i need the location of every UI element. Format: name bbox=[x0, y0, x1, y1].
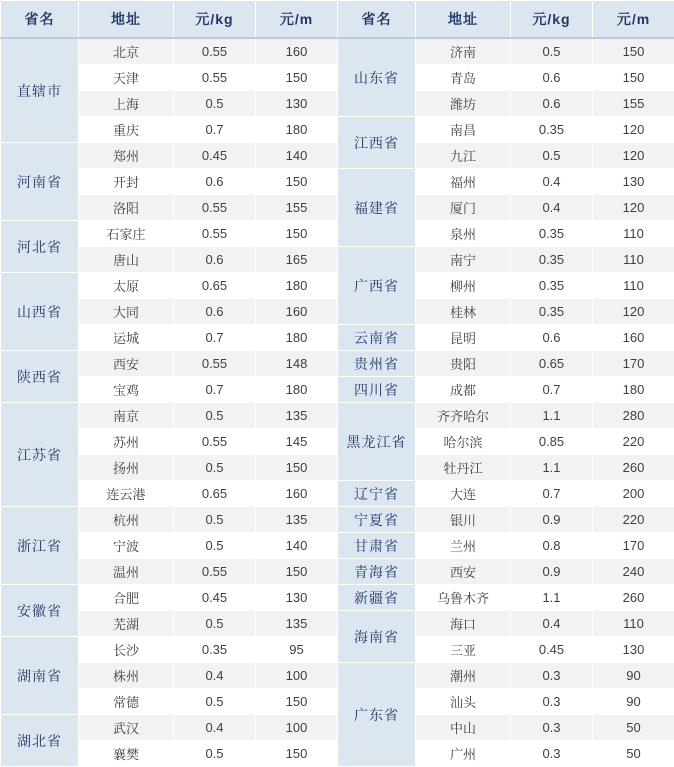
price-m-cell: 220 bbox=[593, 507, 674, 533]
header-province: 省名 bbox=[1, 1, 79, 39]
address-cell: 南宁 bbox=[416, 247, 511, 273]
header-price-kg: 元/kg bbox=[511, 1, 593, 39]
address-cell: 西安 bbox=[79, 351, 174, 377]
price-kg-cell: 0.5 bbox=[511, 38, 593, 65]
table-row bbox=[338, 351, 674, 377]
address-cell: 昆明 bbox=[416, 325, 511, 351]
price-m-cell: 100 bbox=[256, 663, 338, 689]
table-row bbox=[1, 351, 338, 377]
price-kg-cell: 0.5 bbox=[174, 403, 256, 429]
province-cell: 直辖市 bbox=[1, 38, 79, 143]
province-cell: 浙江省 bbox=[1, 507, 79, 585]
left-pane bbox=[0, 0, 337, 737]
price-m-cell: 160 bbox=[256, 38, 338, 65]
address-cell: 哈尔滨 bbox=[416, 429, 511, 455]
address-cell: 连云港 bbox=[79, 481, 174, 507]
price-kg-cell: 0.7 bbox=[174, 117, 256, 143]
address-cell: 合肥 bbox=[79, 585, 174, 611]
price-m-cell: 155 bbox=[593, 91, 674, 117]
price-kg-cell: 0.3 bbox=[511, 663, 593, 689]
address-cell: 太原 bbox=[79, 273, 174, 299]
table-row bbox=[338, 559, 674, 585]
header-province: 省名 bbox=[338, 1, 416, 39]
header-price-kg: 元/kg bbox=[174, 1, 256, 39]
price-kg-cell: 0.35 bbox=[511, 299, 593, 325]
address-cell: 乌鲁木齐 bbox=[416, 585, 511, 611]
price-m-cell: 180 bbox=[256, 325, 338, 351]
price-m-cell: 150 bbox=[593, 38, 674, 65]
price-m-cell: 130 bbox=[593, 169, 674, 195]
address-cell: 重庆 bbox=[79, 117, 174, 143]
province-cell: 山西省 bbox=[1, 273, 79, 351]
table-row bbox=[1, 273, 338, 299]
price-m-cell: 110 bbox=[593, 611, 674, 637]
table-row bbox=[338, 533, 674, 559]
price-kg-cell: 0.55 bbox=[174, 351, 256, 377]
address-cell: 常德 bbox=[79, 689, 174, 715]
address-cell: 大连 bbox=[416, 481, 511, 507]
price-kg-cell: 0.35 bbox=[511, 221, 593, 247]
province-cell: 湖北省 bbox=[1, 715, 79, 767]
price-m-cell: 110 bbox=[593, 247, 674, 273]
price-kg-cell: 0.8 bbox=[511, 533, 593, 559]
price-kg-cell: 0.5 bbox=[174, 741, 256, 767]
province-cell: 陕西省 bbox=[1, 351, 79, 403]
price-kg-cell: 0.55 bbox=[174, 38, 256, 65]
table-header-row bbox=[338, 1, 674, 39]
province-cell: 宁夏省 bbox=[338, 507, 416, 533]
price-m-cell: 95 bbox=[256, 637, 338, 663]
address-cell: 中山 bbox=[416, 715, 511, 741]
price-m-cell: 160 bbox=[593, 325, 674, 351]
table-row bbox=[1, 143, 338, 169]
price-m-cell: 180 bbox=[256, 377, 338, 403]
price-m-cell: 110 bbox=[593, 221, 674, 247]
price-m-cell: 100 bbox=[256, 715, 338, 741]
price-kg-cell: 1.1 bbox=[511, 455, 593, 481]
price-kg-cell: 0.65 bbox=[174, 273, 256, 299]
table-body-left bbox=[1, 38, 338, 767]
table-row bbox=[338, 117, 674, 143]
price-m-cell: 170 bbox=[593, 533, 674, 559]
table-row bbox=[1, 38, 338, 65]
address-cell: 齐齐哈尔 bbox=[416, 403, 511, 429]
price-kg-cell: 0.7 bbox=[174, 377, 256, 403]
address-cell: 洛阳 bbox=[79, 195, 174, 221]
address-cell: 襄樊 bbox=[79, 741, 174, 767]
address-cell: 扬州 bbox=[79, 455, 174, 481]
price-kg-cell: 0.6 bbox=[174, 299, 256, 325]
price-m-cell: 150 bbox=[256, 559, 338, 585]
price-m-cell: 180 bbox=[593, 377, 674, 403]
address-cell: 宝鸡 bbox=[79, 377, 174, 403]
address-cell: 长沙 bbox=[79, 637, 174, 663]
address-cell: 海口 bbox=[416, 611, 511, 637]
price-kg-cell: 0.6 bbox=[174, 169, 256, 195]
province-cell: 新疆省 bbox=[338, 585, 416, 611]
province-cell: 贵州省 bbox=[338, 351, 416, 377]
address-cell: 郑州 bbox=[79, 143, 174, 169]
price-m-cell: 130 bbox=[256, 585, 338, 611]
header-address: 地址 bbox=[79, 1, 174, 39]
price-kg-cell: 0.4 bbox=[174, 663, 256, 689]
price-table-right bbox=[337, 0, 674, 767]
price-m-cell: 260 bbox=[593, 455, 674, 481]
address-cell: 成都 bbox=[416, 377, 511, 403]
price-kg-cell: 0.5 bbox=[511, 143, 593, 169]
price-m-cell: 280 bbox=[593, 403, 674, 429]
price-m-cell: 160 bbox=[256, 481, 338, 507]
address-cell: 武汉 bbox=[79, 715, 174, 741]
province-cell: 海南省 bbox=[338, 611, 416, 663]
province-cell: 河南省 bbox=[1, 143, 79, 221]
address-cell: 芜湖 bbox=[79, 611, 174, 637]
table-row bbox=[338, 325, 674, 351]
price-m-cell: 155 bbox=[256, 195, 338, 221]
address-cell: 株州 bbox=[79, 663, 174, 689]
price-kg-cell: 0.6 bbox=[511, 325, 593, 351]
province-cell: 江苏省 bbox=[1, 403, 79, 507]
price-kg-cell: 0.65 bbox=[174, 481, 256, 507]
price-m-cell: 150 bbox=[256, 741, 338, 767]
price-m-cell: 145 bbox=[256, 429, 338, 455]
table-row bbox=[338, 585, 674, 611]
price-m-cell: 140 bbox=[256, 143, 338, 169]
price-m-cell: 180 bbox=[256, 273, 338, 299]
price-m-cell: 140 bbox=[256, 533, 338, 559]
address-cell: 唐山 bbox=[79, 247, 174, 273]
address-cell: 苏州 bbox=[79, 429, 174, 455]
price-kg-cell: 0.9 bbox=[511, 559, 593, 585]
price-kg-cell: 0.5 bbox=[174, 611, 256, 637]
address-cell: 温州 bbox=[79, 559, 174, 585]
price-m-cell: 150 bbox=[256, 169, 338, 195]
address-cell: 大同 bbox=[79, 299, 174, 325]
price-kg-cell: 0.5 bbox=[174, 455, 256, 481]
price-m-cell: 150 bbox=[256, 689, 338, 715]
price-kg-cell: 0.4 bbox=[511, 195, 593, 221]
price-m-cell: 120 bbox=[593, 299, 674, 325]
price-kg-cell: 0.3 bbox=[511, 741, 593, 767]
price-m-cell: 170 bbox=[593, 351, 674, 377]
price-m-cell: 148 bbox=[256, 351, 338, 377]
address-cell: 北京 bbox=[79, 38, 174, 65]
table-row bbox=[338, 507, 674, 533]
address-cell: 南昌 bbox=[416, 117, 511, 143]
address-cell: 潍坊 bbox=[416, 91, 511, 117]
address-cell: 广州 bbox=[416, 741, 511, 767]
price-kg-cell: 0.4 bbox=[511, 169, 593, 195]
price-kg-cell: 0.5 bbox=[174, 91, 256, 117]
address-cell: 西安 bbox=[416, 559, 511, 585]
province-cell: 四川省 bbox=[338, 377, 416, 403]
table-body-right bbox=[338, 38, 674, 767]
price-kg-cell: 0.55 bbox=[174, 195, 256, 221]
table-row bbox=[338, 403, 674, 429]
price-m-cell: 90 bbox=[593, 663, 674, 689]
header-price-m: 元/m bbox=[593, 1, 674, 39]
province-cell: 安徽省 bbox=[1, 585, 79, 637]
province-cell: 辽宁省 bbox=[338, 481, 416, 507]
address-cell: 宁波 bbox=[79, 533, 174, 559]
address-cell: 桂林 bbox=[416, 299, 511, 325]
price-m-cell: 130 bbox=[593, 637, 674, 663]
price-kg-cell: 0.4 bbox=[174, 715, 256, 741]
address-cell: 潮州 bbox=[416, 663, 511, 689]
price-m-cell: 180 bbox=[256, 117, 338, 143]
address-cell: 开封 bbox=[79, 169, 174, 195]
price-m-cell: 120 bbox=[593, 143, 674, 169]
price-m-cell: 150 bbox=[256, 65, 338, 91]
right-pane bbox=[337, 0, 674, 737]
address-cell: 牡丹江 bbox=[416, 455, 511, 481]
price-kg-cell: 0.7 bbox=[511, 377, 593, 403]
price-m-cell: 50 bbox=[593, 715, 674, 741]
price-m-cell: 160 bbox=[256, 299, 338, 325]
price-kg-cell: 0.5 bbox=[174, 507, 256, 533]
province-cell: 山东省 bbox=[338, 38, 416, 117]
price-kg-cell: 0.6 bbox=[174, 247, 256, 273]
address-cell: 贵阳 bbox=[416, 351, 511, 377]
price-kg-cell: 1.1 bbox=[511, 585, 593, 611]
address-cell: 杭州 bbox=[79, 507, 174, 533]
price-m-cell: 165 bbox=[256, 247, 338, 273]
price-kg-cell: 0.6 bbox=[511, 91, 593, 117]
price-kg-cell: 0.55 bbox=[174, 221, 256, 247]
province-cell: 广东省 bbox=[338, 663, 416, 767]
price-kg-cell: 0.5 bbox=[174, 689, 256, 715]
price-kg-cell: 0.55 bbox=[174, 559, 256, 585]
price-kg-cell: 0.3 bbox=[511, 715, 593, 741]
table-row bbox=[338, 481, 674, 507]
price-m-cell: 200 bbox=[593, 481, 674, 507]
price-kg-cell: 0.45 bbox=[174, 143, 256, 169]
address-cell: 石家庄 bbox=[79, 221, 174, 247]
price-m-cell: 50 bbox=[593, 741, 674, 767]
table-row bbox=[338, 377, 674, 403]
table-row bbox=[338, 169, 674, 195]
price-kg-cell: 0.35 bbox=[511, 117, 593, 143]
price-m-cell: 150 bbox=[256, 455, 338, 481]
address-cell: 兰州 bbox=[416, 533, 511, 559]
table-row bbox=[1, 221, 338, 247]
table-row bbox=[338, 38, 674, 65]
price-m-cell: 120 bbox=[593, 195, 674, 221]
price-kg-cell: 0.45 bbox=[511, 637, 593, 663]
price-kg-cell: 1.1 bbox=[511, 403, 593, 429]
price-kg-cell: 0.45 bbox=[174, 585, 256, 611]
table-row bbox=[1, 637, 338, 663]
table-row bbox=[1, 585, 338, 611]
price-m-cell: 130 bbox=[256, 91, 338, 117]
price-m-cell: 260 bbox=[593, 585, 674, 611]
province-cell: 云南省 bbox=[338, 325, 416, 351]
province-cell: 江西省 bbox=[338, 117, 416, 169]
price-kg-cell: 0.4 bbox=[511, 611, 593, 637]
province-cell: 甘肃省 bbox=[338, 533, 416, 559]
price-m-cell: 220 bbox=[593, 429, 674, 455]
address-cell: 柳州 bbox=[416, 273, 511, 299]
table-row bbox=[338, 663, 674, 689]
price-kg-cell: 0.55 bbox=[174, 429, 256, 455]
address-cell: 泉州 bbox=[416, 221, 511, 247]
price-kg-cell: 0.35 bbox=[174, 637, 256, 663]
price-kg-cell: 0.65 bbox=[511, 351, 593, 377]
price-kg-cell: 0.7 bbox=[511, 481, 593, 507]
price-kg-cell: 0.3 bbox=[511, 689, 593, 715]
province-cell: 河北省 bbox=[1, 221, 79, 273]
table-row bbox=[338, 611, 674, 637]
province-cell: 福建省 bbox=[338, 169, 416, 247]
province-cell: 湖南省 bbox=[1, 637, 79, 715]
price-m-cell: 135 bbox=[256, 507, 338, 533]
address-cell: 济南 bbox=[416, 38, 511, 65]
price-kg-cell: 0.9 bbox=[511, 507, 593, 533]
province-cell: 青海省 bbox=[338, 559, 416, 585]
address-cell: 福州 bbox=[416, 169, 511, 195]
address-cell: 天津 bbox=[79, 65, 174, 91]
price-m-cell: 90 bbox=[593, 689, 674, 715]
address-cell: 运城 bbox=[79, 325, 174, 351]
price-kg-cell: 0.85 bbox=[511, 429, 593, 455]
price-m-cell: 150 bbox=[256, 221, 338, 247]
price-kg-cell: 0.35 bbox=[511, 273, 593, 299]
price-m-cell: 120 bbox=[593, 117, 674, 143]
price-m-cell: 150 bbox=[593, 65, 674, 91]
table-row bbox=[1, 403, 338, 429]
address-cell: 上海 bbox=[79, 91, 174, 117]
table-header-row bbox=[1, 1, 338, 39]
header-address: 地址 bbox=[416, 1, 511, 39]
table-row bbox=[1, 507, 338, 533]
province-cell: 黑龙江省 bbox=[338, 403, 416, 481]
price-m-cell: 135 bbox=[256, 403, 338, 429]
table-row bbox=[338, 247, 674, 273]
address-cell: 银川 bbox=[416, 507, 511, 533]
address-cell: 汕头 bbox=[416, 689, 511, 715]
price-kg-cell: 0.6 bbox=[511, 65, 593, 91]
address-cell: 三亚 bbox=[416, 637, 511, 663]
address-cell: 厦门 bbox=[416, 195, 511, 221]
province-cell: 广西省 bbox=[338, 247, 416, 325]
price-kg-cell: 0.55 bbox=[174, 65, 256, 91]
price-m-cell: 240 bbox=[593, 559, 674, 585]
price-kg-cell: 0.5 bbox=[174, 533, 256, 559]
price-kg-cell: 0.7 bbox=[174, 325, 256, 351]
address-cell: 南京 bbox=[79, 403, 174, 429]
price-m-cell: 135 bbox=[256, 611, 338, 637]
header-price-m: 元/m bbox=[256, 1, 338, 39]
price-m-cell: 110 bbox=[593, 273, 674, 299]
address-cell: 青岛 bbox=[416, 65, 511, 91]
price-kg-cell: 0.35 bbox=[511, 247, 593, 273]
address-cell: 九江 bbox=[416, 143, 511, 169]
